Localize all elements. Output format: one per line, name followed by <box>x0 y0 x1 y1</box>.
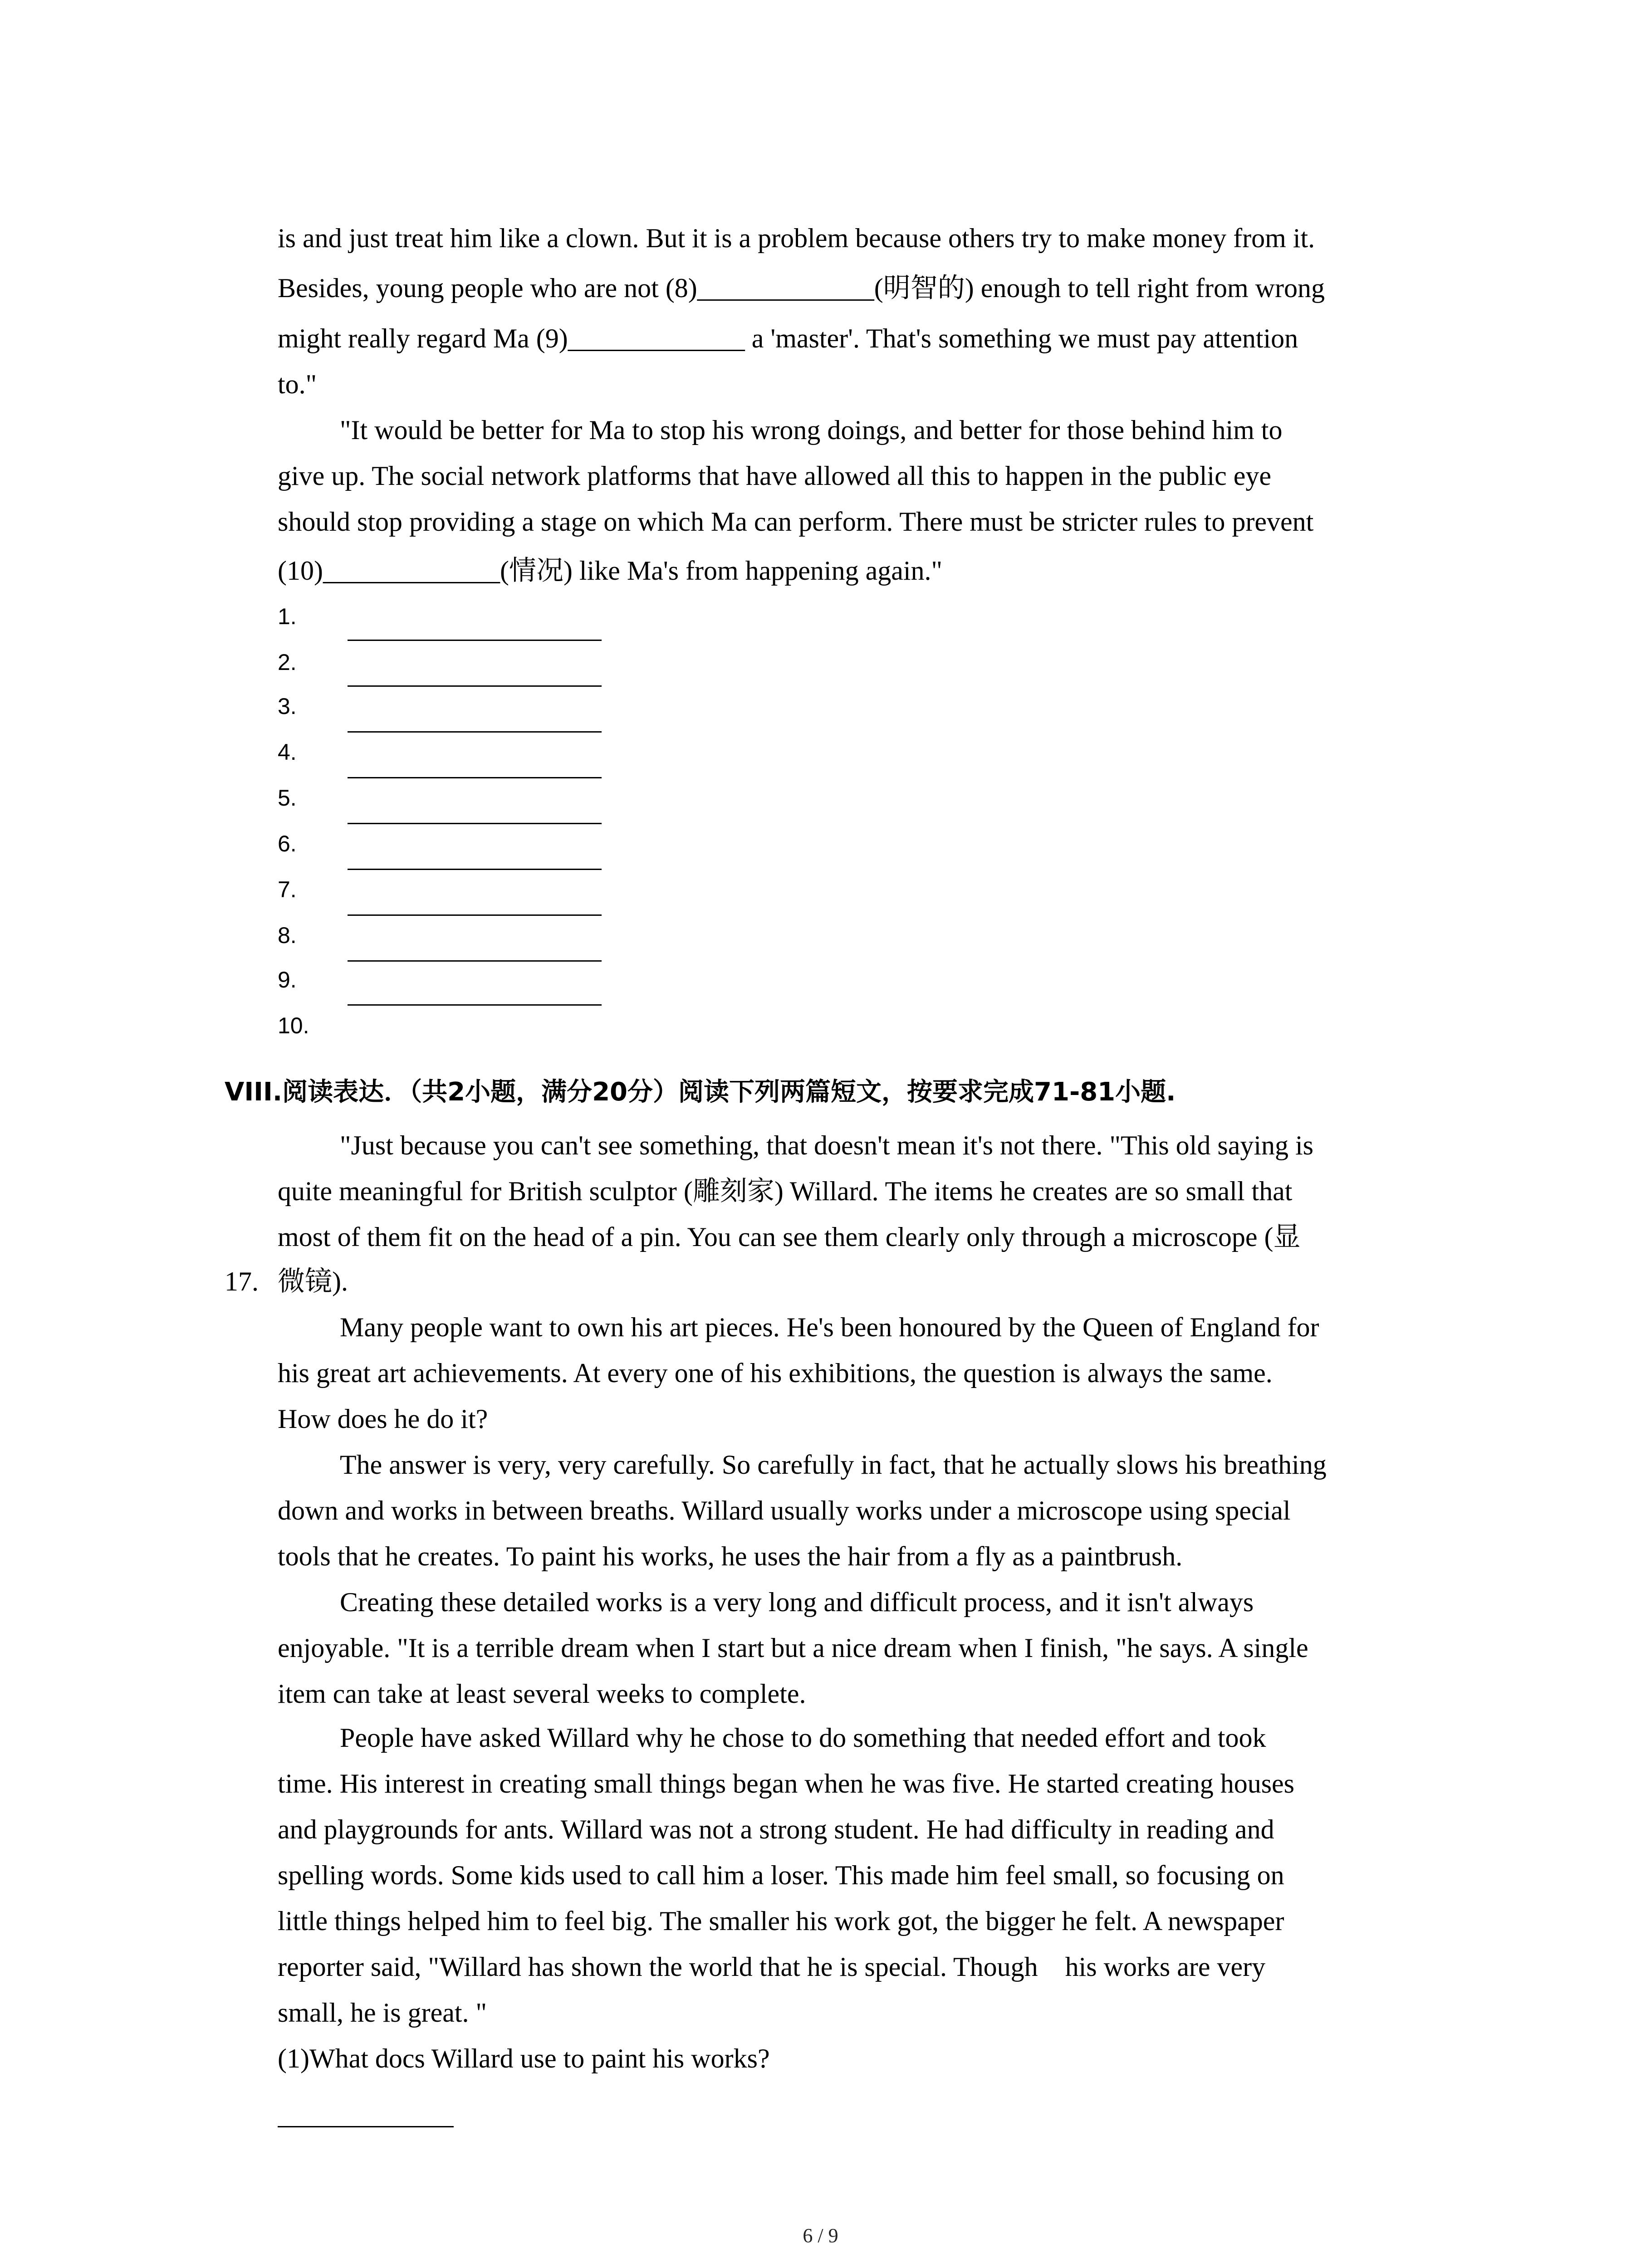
passage-line: and playgrounds for ants. Willard was not a strong student. He had difficulty in reading and <box>278 1814 1274 1844</box>
passage-line: Creating these detailed works is a very long and difficult process, and it isn't always <box>340 1587 1254 1617</box>
passage-line: Many people want to own his art pieces. He's been honoured by the Queen of England for <box>340 1312 1319 1342</box>
passage-line: might really regard Ma (9)_____________ a 'master'. That's something we must pay attention <box>278 323 1298 353</box>
page-number: 6 / 9 <box>803 2224 838 2247</box>
answer-item-number: 8. <box>278 923 297 948</box>
passage-line: The answer is very, very carefully. So carefully in fact, that he actually slows his breathing <box>340 1450 1327 1480</box>
section-heading: VIII.阅读表达．（共2小题，满分20分）阅读下列两篇短文，按要求完成71-81小题. <box>225 1077 1176 1107</box>
passage-line: Besides, young people who are not (8)_____________(明智的) enough to tell right from wrong <box>278 273 1325 303</box>
answer-item-number: 4. <box>278 739 297 765</box>
answer-item-number: 9. <box>278 967 297 992</box>
passage-line: down and works in between breaths. Willard usually works under a microscope using special <box>278 1496 1291 1525</box>
answer-blank-line <box>348 823 602 824</box>
passage-line: People have asked Willard why he chose to do something that needed effort and took <box>340 1723 1266 1753</box>
answer-blank-line <box>348 914 602 916</box>
passage-line: How does he do it? <box>278 1404 488 1434</box>
answer-item-number: 10. <box>278 1013 309 1038</box>
passage-line: give up. The social network platforms that have allowed all this to happen in the public eye <box>278 461 1271 491</box>
passage-line: should stop providing a stage on which Ma can perform. There must be stricter rules to prevent <box>278 507 1314 537</box>
passage-line: is and just treat him like a clown. But it is a problem because others try to make money from it. <box>278 223 1315 253</box>
answer-item-number: 3. <box>278 694 297 719</box>
passage-line: "Just because you can't see something, that doesn't mean it's not there. "This old saying is <box>340 1130 1314 1160</box>
passage-line: to." <box>278 369 317 399</box>
passage-line: (10)_____________(情况) like Ma's from happening again." <box>278 556 943 586</box>
answer-blank-line <box>348 731 602 733</box>
answer-item-number: 1. <box>278 604 297 629</box>
passage-line: spelling words. Some kids used to call him a loser. This made him feel small, so focusing on <box>278 1860 1284 1890</box>
answer-item-number: 2. <box>278 650 297 675</box>
passage-line: item can take at least several weeks to complete. <box>278 1679 806 1709</box>
passage-line: little things helped him to feel big. The smaller his work got, the bigger he felt. A newspaper <box>278 1906 1284 1936</box>
answer-blank-line <box>348 960 602 962</box>
answer-blank-line <box>348 869 602 870</box>
answer-item-number: 6. <box>278 831 297 856</box>
passage-line: tools that he creates. To paint his works, he uses the hair from a fly as a paintbrush. <box>278 1541 1183 1571</box>
passage-line: quite meaningful for British sculptor (雕刻家) Willard. The items he creates are so small that <box>278 1176 1293 1206</box>
passage-line: reporter said, "Willard has shown the world that he is special. Though his works are very <box>278 1952 1266 1982</box>
answer-blank-line <box>348 685 602 687</box>
passage-line: time. His interest in creating small things began when he was five. He started creating houses <box>278 1769 1295 1799</box>
answer-blank-line <box>348 777 602 778</box>
question-number: 17. <box>225 1266 259 1296</box>
passage-line: small, he is great. " <box>278 1998 487 2028</box>
sub-question: (1)What docs Willard use to paint his works? <box>278 2043 770 2073</box>
passage-line: his great art achievements. At every one of his exhibitions, the question is always the same. <box>278 1358 1273 1388</box>
passage-line: most of them fit on the head of a pin. You can see them clearly only through a microscope (显 <box>278 1222 1301 1252</box>
answer-blank-line <box>348 640 602 641</box>
passage-line: "It would be better for Ma to stop his wrong doings, and better for those behind him to <box>340 415 1283 445</box>
answer-blank-line <box>348 1004 602 1006</box>
passage-line: 微镜). <box>278 1266 348 1296</box>
answer-item-number: 7. <box>278 877 297 902</box>
answer-blank-line <box>278 2126 454 2127</box>
answer-item-number: 5. <box>278 785 297 811</box>
passage-line: enjoyable. "It is a terrible dream when I start but a nice dream when I finish, "he says. A single <box>278 1633 1308 1663</box>
